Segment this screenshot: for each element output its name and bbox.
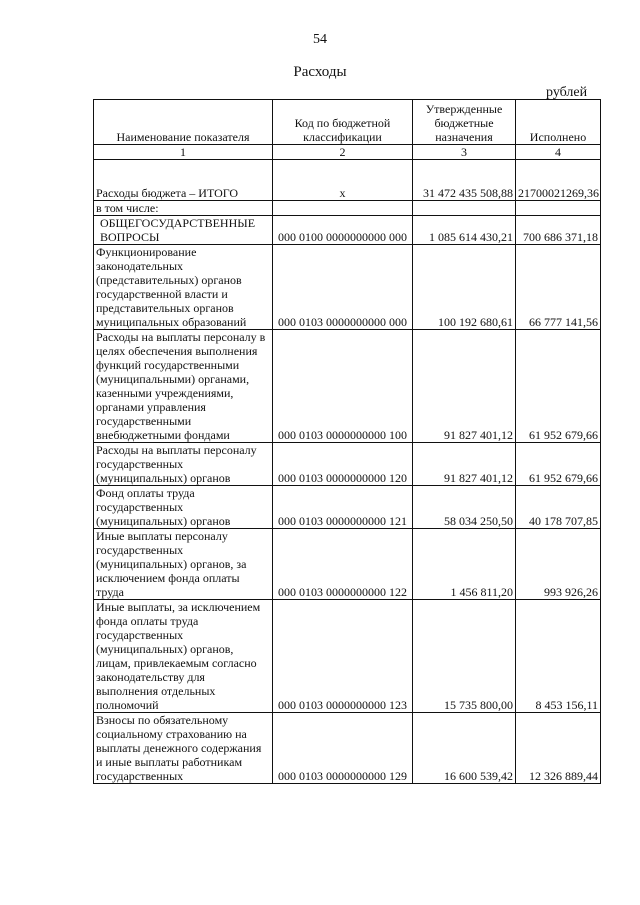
row-approved: 16 600 539,42 [413,713,516,784]
column-number: 1 [94,145,273,160]
row-executed: 21700021269,36 [516,186,601,201]
row-code [273,201,413,216]
spacer-row [94,160,601,187]
column-number: 4 [516,145,601,160]
row-approved: 91 827 401,12 [413,330,516,443]
row-executed: 66 777 141,56 [516,245,601,330]
table-row [94,443,601,486]
expenses-table [93,99,601,784]
row-approved [413,201,516,216]
row-approved: 1 085 614 430,21 [413,216,516,245]
row-executed: 61 952 679,66 [516,443,601,486]
row-approved: 100 192 680,61 [413,245,516,330]
table-row-total [94,186,601,201]
row-approved: 58 034 250,50 [413,486,516,529]
row-code: 000 0103 0000000000 120 [273,443,413,486]
document-title: Расходы [293,64,347,80]
units-label: рублей [546,85,588,100]
row-code: x [273,186,413,201]
table-row [94,529,601,600]
header-row [94,100,601,145]
row-name: Расходы бюджета – ИТОГО [94,186,273,201]
column-number: 3 [413,145,516,160]
row-code: 000 0103 0000000000 122 [273,529,413,600]
row-name: ОБЩЕГОСУДАРСТВЕННЫЕ ВОПРОСЫ [94,216,273,245]
row-name: Функционирование законодательных (представительных) органов государственной власти и представительных органов муниципальных образований [94,245,273,330]
table-row [94,713,601,784]
row-code: 000 0100 0000000000 000 [273,216,413,245]
table-row [94,245,601,330]
row-code: 000 0103 0000000000 000 [273,245,413,330]
row-executed: 40 178 707,85 [516,486,601,529]
row-executed [516,201,601,216]
row-executed: 700 686 371,18 [516,216,601,245]
row-code: 000 0103 0000000000 100 [273,330,413,443]
row-executed: 993 926,26 [516,529,601,600]
row-code: 000 0103 0000000000 123 [273,600,413,713]
row-code: 000 0103 0000000000 129 [273,713,413,784]
row-name: Фонд оплаты труда государственных (муниципальных) органов [94,486,273,529]
header-approved: Утвержденные бюджетные назначения [413,100,516,145]
column-number-row [94,145,601,160]
row-name: Расходы на выплаты персоналу государственных (муниципальных) органов [94,443,273,486]
table-row [94,201,601,216]
table-row [94,600,601,713]
row-name: Расходы на выплаты персоналу в целях обеспечения выполнения функций государственными (муниципальными) органами, казенными учреждениями, органами управления государственными внебюджетными фондами [94,330,273,443]
column-number: 2 [273,145,413,160]
row-name: Взносы по обязательному социальному страхованию на выплаты денежного содержания и иные выплаты работникам государственных [94,713,273,784]
row-name: в том числе: [94,201,273,216]
row-executed: 12 326 889,44 [516,713,601,784]
header-name: Наименование показателя [94,100,273,145]
row-approved: 1 456 811,20 [413,529,516,600]
row-name: Иные выплаты персоналу государственных (муниципальных) органов, за исключением фонда оплаты труда [94,529,273,600]
row-approved: 91 827 401,12 [413,443,516,486]
row-executed: 8 453 156,11 [516,600,601,713]
page-number: 54 [313,32,327,47]
row-code: 000 0103 0000000000 121 [273,486,413,529]
header-executed: Исполнено [516,100,601,145]
row-name: Иные выплаты, за исключением фонда оплаты труда государственных (муниципальных) органов, лицам, привлекаемым согласно законодательству для выполнения отдельных полномочий [94,600,273,713]
table-row [94,486,601,529]
row-approved: 15 735 800,00 [413,600,516,713]
header-code: Код по бюджетной классификации [273,100,413,145]
table-row [94,216,601,245]
row-approved: 31 472 435 508,88 [413,186,516,201]
row-executed: 61 952 679,66 [516,330,601,443]
table-row [94,330,601,443]
